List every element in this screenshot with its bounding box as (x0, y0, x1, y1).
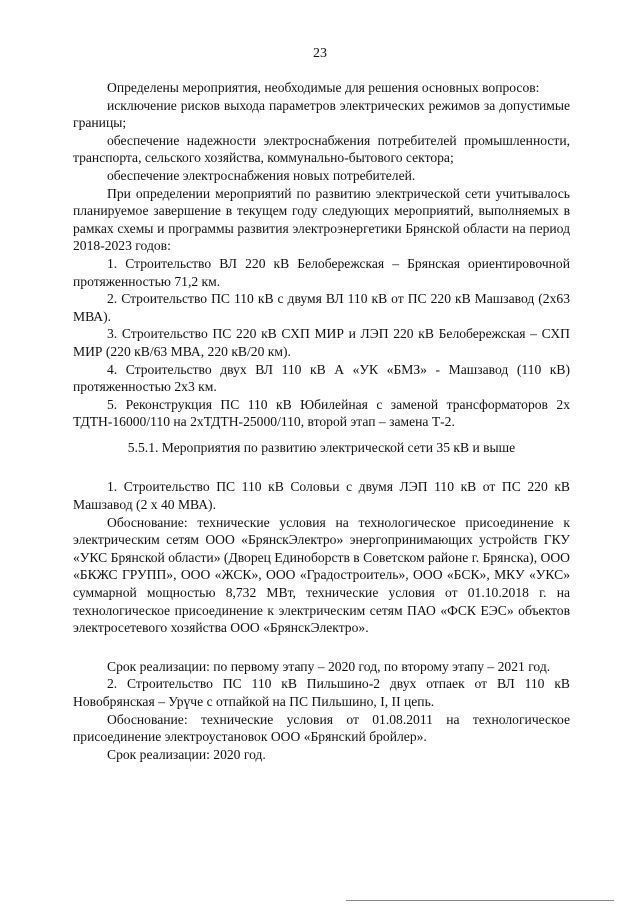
list-item-2: 2. Строительство ПС 110 кВ с двумя ВЛ 110 кВ от ПС 220 кВ Машзавод (2х63 МВА). (73, 291, 570, 324)
list-item-1: 1. Строительство ВЛ 220 кВ Белобережская – Брянская ориентировочной протяженностью 71,2 км. (73, 255, 570, 289)
measure-1-justification: Обоснование: технические условия на технологическое присоединение к электрическим сетям ООО «БрянскЭлектро» энергопринимающих устройств ГКУ «УКС Брянской области» (Дворец Единоборств в Советском районе г. Брянска), ООО «БКЖС ГРУПП», ООО «ЖСК», ООО «Градостроитель», ООО «БСК», МКУ «УКС» суммарной мощностью 8,732 МВт, технические условия от 01.10.2018 г. на технологическое присоединение к электрическим сетям ПАО «ФСК ЕЭС» объектов электросетевого хозяйства ООО «БрянскЭлектро». (73, 514, 570, 636)
paragraph-bullet-new-consumers: обеспечение электроснабжения новых потребителей. (107, 167, 416, 183)
page-number: 23 (313, 46, 327, 61)
list-item-5: 5. Реконструкция ПС 110 кВ Юбилейная с заменой трансформаторов 2х ТДТН-16000/110 на 2хТДТН-25000/110, второй этап – замена Т-2. (73, 396, 570, 430)
list-item-4: 4. Строительство двух ВЛ 110 кВ А «УК «БМЗ» - Машзавод (110 кВ) протяженностью 2х3 км. (73, 361, 570, 395)
paragraph-intro: Определены мероприятия, необходимые для решения основных вопросов: (107, 80, 540, 95)
bottom-divider (346, 900, 614, 901)
paragraph-planned-works: При определении мероприятий по развитию электрической сети учитывалось планируемое завершение в текущем году следующих мероприятий, выполняемых в рамках схемы и программы развития электроэнергетики Брянской области на период 2018-2023 годов: (73, 185, 570, 254)
measure-1-title: 1. Строительство ПС 110 кВ Соловьи с двумя ЛЭП 110 кВ от ПС 220 кВ Машзавод (2 х 40 МВА). (73, 479, 570, 513)
paragraph-bullet-risk: исключение рисков выхода параметров электрических режимов за допустимые границы; (73, 97, 570, 131)
list-item-3: 3. Строительство ПС 220 кВ СХП МИР и ЛЭП 220 кВ Белобережская – СХП МИР (220 кВ/63 МВА, 220 кВ/20 км). (73, 326, 570, 359)
measure-2-deadline: Срок реализации: 2020 год. (107, 746, 266, 762)
measure-2-justification: Обоснование: технические условия от 01.08.2011 на технологическое присоединение электроустановок ООО «Брянский бройлер». (73, 711, 570, 745)
section-heading: 5.5.1. Мероприятия по развитию электрической сети 35 кВ и выше (127, 439, 516, 455)
document-body (73, 79, 570, 763)
paragraph-bullet-reliability: обеспечение надежности электроснабжения потребителей промышленности, транспорта, сельского хозяйства, коммунально-бытового сектора; (73, 132, 570, 166)
measure-2-title: 2. Строительство ПС 110 кВ Пильшино-2 двух отпаек от ВЛ 110 кВ Новобрянская – Урүче с отпайкой на ПС Пильшино, I, II цепь. (73, 676, 570, 709)
measure-1-deadline: Срок реализации: по первому этапу – 2020 год, по второму этапу – 2021 год. (107, 658, 551, 674)
